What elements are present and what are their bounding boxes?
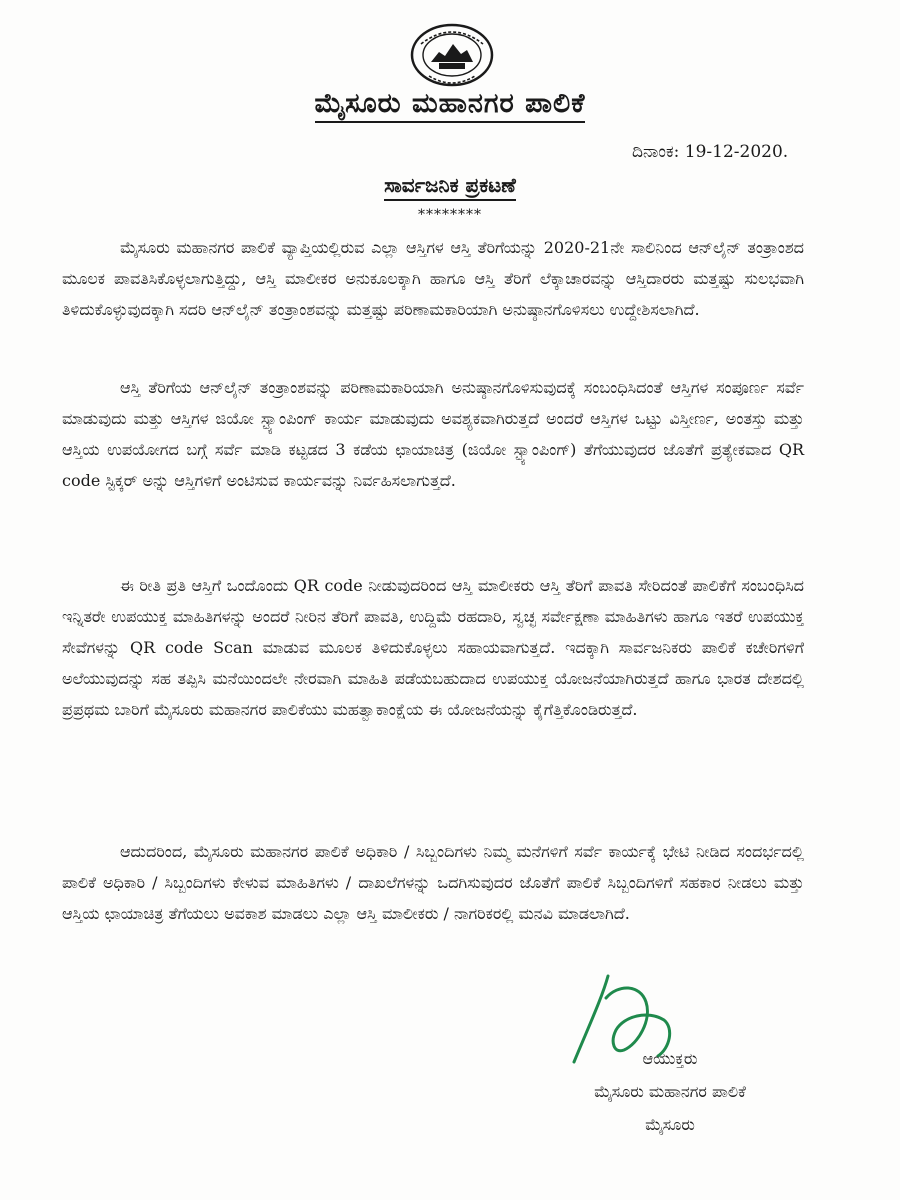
notice-paragraph-4: ಆದುದರಿಂದ, ಮೈಸೂರು ಮಹಾನಗರ ಪಾಲಿಕೆ ಅಧಿಕಾರಿ / ಸಿಬ್ಬಂದಿಗಳು ನಿಮ್ಮ ಮನೆಗಳಿಗೆ ಸರ್ವೆ ಕಾರ್ಯಕ್ಕೆ ಭೇಟಿ ನೀಡಿದ ಸಂದರ್ಭದಲ್ಲಿ ಪಾಲಿಕೆ ಅಧಿಕಾರಿ / ಸಿಬ್ಬಂದಿಗಳು ಕೇಳುವ ಮಾಹಿತಿಗಳು / ದಾಖಲೆಗಳನ್ನು ಒದಗಿಸುವುದರ ಜೊತೆಗೆ ಪಾಲಿಕೆ ಸಿಬ್ಬಂದಿಗಳಿಗೆ ಸಹಕಾರ ನೀಡಲು ಮತ್ತು ಆಸ್ತಿಯ ಛಾಯಾಚಿತ್ರ ತೆಗೆಯಲು ಅವಕಾಶ ಮಾಡಲು ಎಲ್ಲಾ ಆಸ್ತಿ ಮಾಲೀಕರು / ನಾಗರಿಕರಲ್ಲಿ ಮನವಿ ಮಾಡಲಾಗಿದೆ. <box>62 842 804 923</box>
notice-paragraph-1: ಮೈಸೂರು ಮಹಾನಗರ ಪಾಲಿಕೆ ವ್ಯಾಪ್ತಿಯಲ್ಲಿರುವ ಎಲ್ಲಾ ಆಸ್ತಿಗಳ ಆಸ್ತಿ ತೆರಿಗೆಯನ್ನು 2020-21ನೇ ಸಾಲಿನಿಂದ ಆನ್‌ಲೈನ್ ತಂತ್ರಾಂಶದ ಮೂಲಕ ಪಾವತಿಸಿಕೊಳ್ಳಲಾಗುತ್ತಿದ್ದು, ಆಸ್ತಿ ಮಾಲೀಕರ ಅನುಕೂಲಕ್ಕಾಗಿ ಹಾಗೂ ಆಸ್ತಿ ತೆರಿಗೆ ಲೆಕ್ಕಾಚಾರವನ್ನು ಆಸ್ತಿದಾರರು ಮತ್ತಷ್ಟು ಸುಲಭವಾಗಿ ತಿಳಿದುಕೊಳ್ಳುವುದಕ್ಕಾಗಿ ಸದರಿ ಆನ್‌ಲೈನ್ ತಂತ್ರಾಂಶವನ್ನು ಮತ್ತಷ್ಟು ಪರಿಣಾಮಕಾರಿಯಾಗಿ ಅನುಷ್ಠಾನಗೊಳಿಸಲು ಉದ್ದೇಶಿಸಲಾಗಿದೆ. <box>62 238 805 319</box>
separator-stars: ******** <box>418 207 482 223</box>
organization-title <box>0 88 900 120</box>
notice-heading <box>0 173 900 197</box>
notice-paragraph-3: ಈ ರೀತಿ ಪ್ರತಿ ಆಸ್ತಿಗೆ ಒಂದೊಂದು QR code ನೀಡುವುದರಿಂದ ಆಸ್ತಿ ಮಾಲೀಕರು ಆಸ್ತಿ ತೆರಿಗೆ ಪಾವತಿ ಸೇರಿದಂತೆ ಪಾಲಿಕೆಗೆ ಸಂಬಂಧಿಸಿದ ಇನ್ನಿತರೇ ಉಪಯುಕ್ತ ಮಾಹಿತಿಗಳನ್ನು ಅಂದರೆ ನೀರಿನ ತೆರಿಗೆ ಪಾವತಿ, ಉದ್ದಿಮೆ ರಹದಾರಿ, ಸ್ವಚ್ಛ ಸರ್ವೇಕ್ಷಣಾ ಮಾಹಿತಿಗಳು ಹಾಗೂ ಇತರೆ ಉಪಯುಕ್ತ ಸೇವೆಗಳನ್ನು QR code Scan ಮಾಡುವ ಮೂಲಕ ತಿಳಿದುಕೊಳ್ಳಲು ಸಹಾಯವಾಗುತ್ತದೆ. ಇದಕ್ಕಾಗಿ ಸಾರ್ವಜನಿಕರು ಪಾಲಿಕೆ ಕಚೇರಿಗಳಿಗೆ ಅಲೆಯುವುದನ್ನು ಸಹ ತಪ್ಪಿಸಿ ಮನೆಯಿಂದಲೇ ನೇರವಾಗಿ ಮಾಹಿತಿ ಪಡೆಯಬಹುದಾದ ಉಪಯುಕ್ತ ಯೋಜನೆಯಾಗಿರುತ್ತದೆ ಹಾಗೂ ಭಾರತ ದೇಶದಲ್ಲಿ ಪ್ರಪ್ರಥಮ ಬಾರಿಗೆ ಮೈಸೂರು ಮಹಾನಗರ ಪಾಲಿಕೆಯು ಮಹತ್ವಾಕಾಂಕ್ಷೆಯ ಈ ಯೋಜನೆಯನ್ನು ಕೈಗೆತ್ತಿಕೊಂಡಿರುತ್ತದೆ. <box>62 576 804 719</box>
signatory-office: ಮೈಸೂರು ಮಹಾನಗರ ಪಾಲಿಕೆ <box>594 1082 746 1101</box>
organization-title-text: ಮೈಸೂರು ಮಹಾನಗರ ಪಾಲಿಕೆ <box>315 88 586 123</box>
notice-paragraph-2: ಆಸ್ತಿ ತೆರಿಗೆಯ ಆನ್‌ಲೈನ್ ತಂತ್ರಾಂಶವನ್ನು ಪರಿಣಾಮಕಾರಿಯಾಗಿ ಅನುಷ್ಠಾನಗೊಳಿಸುವುದಕ್ಕೆ ಸಂಬಂಧಿಸಿದಂತೆ ಆಸ್ತಿಗಳ ಸಂಪೂರ್ಣ ಸರ್ವೆ ಮಾಡುವುದು ಮತ್ತು ಆಸ್ತಿಗಳ ಜಿಯೋ ಸ್ಟ್ಯಾಂಪಿಂಗ್ ಕಾರ್ಯ ಮಾಡುವುದು ಅವಶ್ಯಕವಾಗಿರುತ್ತದೆ ಅಂದರೆ ಆಸ್ತಿಗಳ ಒಟ್ಟು ವಿಸ್ತೀರ್ಣ, ಅಂತಸ್ತು ಮತ್ತು ಆಸ್ತಿಯ ಉಪಯೋಗದ ಬಗ್ಗೆ ಸರ್ವೆ ಮಾಡಿ ಕಟ್ಟಡದ 3 ಕಡೆಯ ಛಾಯಾಚಿತ್ರ (ಜಿಯೋ ಸ್ಟ್ಯಾಂಪಿಂಗ್) ತೆಗೆಯುವುದರ ಜೊತೆಗೆ ಪ್ರತ್ಯೇಕವಾದ QR code ಸ್ಟಿಕ್ಕರ್ ಅನ್ನು ಆಸ್ತಿಗಳಿಗೆ ಅಂಟಿಸುವ ಕಾರ್ಯವನ್ನು ನಿರ್ವಹಿಸಲಾಗುತ್ತದೆ. <box>62 378 804 490</box>
signatory-block <box>520 1042 820 1141</box>
signatory-designation: ಆಯುಕ್ತರು <box>642 1049 698 1068</box>
municipal-seal-icon <box>409 22 495 88</box>
signatory-city: ಮೈಸೂರು <box>645 1115 695 1134</box>
notice-date: ದಿನಾಂಕ: 19-12-2020. <box>632 142 789 162</box>
notice-heading-text: ಸಾರ್ವಜನಿಕ ಪ್ರಕಟಣೆ <box>384 173 516 201</box>
